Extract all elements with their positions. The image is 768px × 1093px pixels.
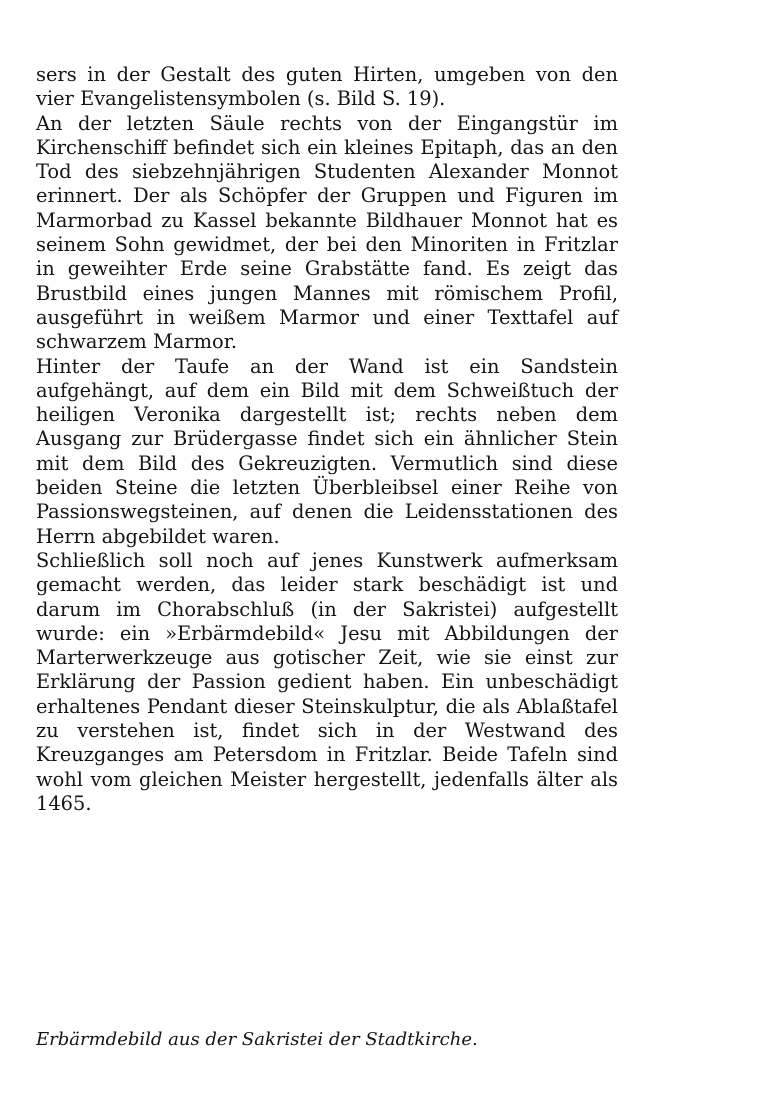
body-text bbox=[36, 63, 618, 816]
paragraph-4: Schließlich soll noch auf jenes Kunstwerk aufmerksam gemacht werden, das leider stark beschädigt ist und darum im Chorabschluß (in der Sakristei) aufgestellt wurde: ein »Erbärmdebild« Jesu mit Abbildungen der Marterwerkzeuge aus gotischer Zeit, wie sie einst zur Erklärung der Passion gedient haben. Ein unbeschädigt erhaltenes Pendant dieser Steinskulptur, die als Ablaßtafel zu verstehen ist, findet sich in der Westwand des Kreuzganges am Petersdom in Fritzlar. Beide Tafeln sind wohl vom gleichen Meister hergestellt, jedenfalls älter als 1465. bbox=[36, 548, 618, 815]
figure-caption: Erbärmdebild aus der Sakristei der Stadtkirche. bbox=[36, 1029, 478, 1050]
paragraph-3: Hinter der Taufe an der Wand ist ein Sandstein aufgehängt, auf dem ein Bild mit dem Schweißtuch der heiligen Veronika dargestellt ist; rechts neben dem Ausgang zur Brüdergasse findet sich ein ähnlicher Stein mit dem Bild des Gekreuzigten. Vermutlich sind diese beiden Steine die letzten Überbleibsel einer Reihe von Passionswegsteinen, auf denen die Leidensstationen des Herrn abgebildet waren. bbox=[36, 354, 618, 548]
paragraph-1: sers in der Gestalt des guten Hirten, umgeben von den vier Evangelistensymbolen (s. Bild S. 19). bbox=[36, 63, 618, 111]
paragraph-2: An der letzten Säule rechts von der Eingangstür im Kirchenschiff befindet sich ein kleines Epitaph, das an den Tod des siebzehnjährigen Studenten Alexander Monnot erinnert. Der als Schöpfer der Gruppen und Figuren im Marmorbad zu Kassel bekannte Bildhauer Monnot hat es seinem Sohn gewidmet, der bei den Minoriten in Fritzlar in geweihter Erde seine Grabstätte fand. Es zeigt das Brustbild eines jungen Mannes mit römischem Profil, ausgeführt in weißem Marmor und einer Texttafel auf schwarzem Marmor. bbox=[36, 111, 618, 354]
